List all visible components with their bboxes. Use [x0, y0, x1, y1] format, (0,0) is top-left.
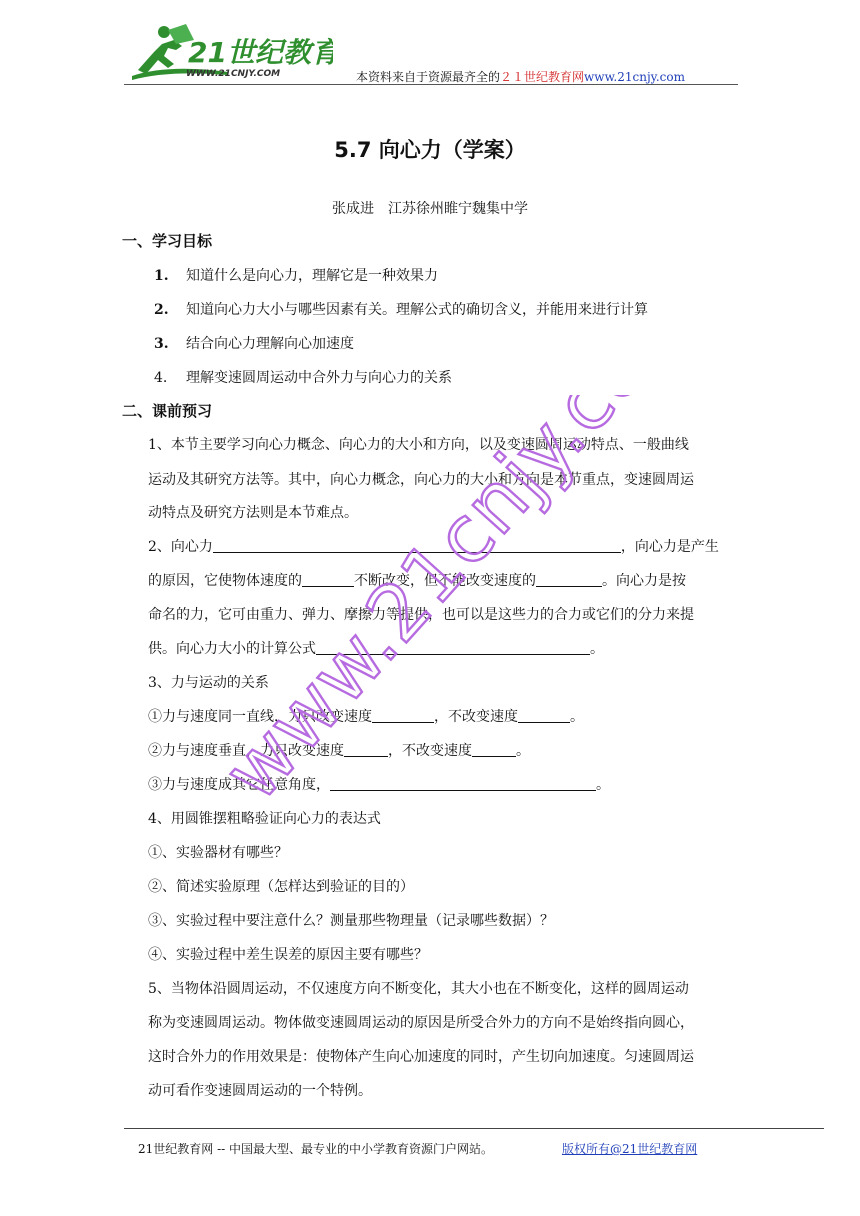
header-note-url[interactable]: www.21cnjy.com	[584, 70, 685, 84]
section-heading-goals: 一、学习目标	[122, 232, 213, 250]
site-logo	[128, 20, 333, 82]
header-note	[356, 68, 685, 85]
svg-text:WWW.21CNJY.COM: WWW.21CNJY.COM	[186, 69, 281, 79]
watermark	[220, 395, 640, 839]
header-note-prefix: 本资料来自于资源最齐全的	[356, 70, 501, 84]
paragraph-3: 3、力与运动的关系	[148, 675, 269, 691]
paragraph-4: 4、用圆锥摆粗略验证向心力的表达式	[148, 811, 381, 827]
paragraph-2-line: 命名的力，它可由重力、弹力、摩擦力等提供，也可以是这些力的合力或它们的分力来提	[148, 607, 694, 623]
paragraph-2-line: 2、向心力 ，向心力是产生	[148, 539, 719, 555]
footer-divider	[124, 1128, 824, 1129]
paragraph-2-line: 的原因，它使物体速度的 不断改变，但不能改变速度的 。向心力是按	[148, 573, 686, 589]
paragraph-2-line: 供。向心力大小的计算公式 。	[148, 641, 604, 657]
paragraph-5-line: 5、当物体沿圆周运动，不仅速度方向不断变化，其大小也在不断变化，这样的圆周运动	[148, 981, 689, 997]
question-item: ②、简述实验原理（怎样达到验证的目的）	[148, 879, 414, 895]
svg-text:www.21cnjy.com: www.21cnjy.com	[220, 395, 640, 818]
copyright-link[interactable]: 版权所有@21世纪教育网	[562, 1142, 698, 1156]
svg-text:21世纪教育: 21世纪教育	[188, 36, 333, 69]
relation-line: ③力与速度成其它任意角度， 。	[148, 777, 610, 793]
runner-icon	[128, 20, 333, 82]
paragraph-1-line: 1、本节主要学习向心力概念、向心力的大小和方向，以及变速圆周运动特点、一般曲线	[148, 437, 689, 453]
question-item: ④、实验过程中差生误差的原因主要有哪些？	[148, 947, 428, 963]
goal-item: 3. 结合向心力理解向心加速度	[154, 336, 354, 352]
page-title: 5.7 向心力（学案）	[334, 138, 526, 162]
header-note-site: ２１世纪教育网	[500, 70, 585, 84]
goal-item: 1. 知道什么是向心力，理解它是一种效果力	[154, 268, 438, 284]
paragraph-1-line: 运动及其研究方法等。其中，向心力概念，向心力的大小和方向是本节重点，变速圆周运	[148, 472, 694, 488]
relation-line: ②力与速度垂直，力只改变速度 ，不改变速度 。	[148, 743, 530, 759]
relation-line: ①力与速度同一直线，力只改变速度 ，不改变速度 。	[148, 709, 584, 725]
section-heading-preview: 二、课前预习	[122, 402, 213, 420]
header-divider	[124, 84, 738, 85]
goal-item: 4. 理解变速圆周运动中合外力与向心力的关系	[154, 370, 452, 386]
paragraph-5-line: 动可看作变速圆周运动的一个特例。	[148, 1083, 372, 1099]
question-item: ①、实验器材有哪些？	[148, 845, 288, 861]
paragraph-1-line: 动特点及研究方法则是本节难点。	[148, 505, 358, 521]
author-line: 张成进 江苏徐州睢宁魏集中学	[332, 201, 528, 217]
paragraph-5-line: 这时合外力的作用效果是：使物体产生向心加速度的同时，产生切向加速度。匀速圆周运	[148, 1049, 694, 1065]
goal-item: 2. 知道向心力大小与哪些因素有关。理解公式的确切含义，并能用来进行计算	[154, 302, 648, 318]
question-item: ③、实验过程中要注意什么？测量那些物理量（记录哪些数据）？	[148, 913, 554, 929]
paragraph-5-line: 称为变速圆周运动。物体做变速圆周运动的原因是所受合外力的方向不是始终指向圆心，	[148, 1015, 694, 1031]
footer-text: 21世纪教育网 -- 中国最大型、最专业的中小学教育资源门户网站。	[138, 1142, 494, 1156]
